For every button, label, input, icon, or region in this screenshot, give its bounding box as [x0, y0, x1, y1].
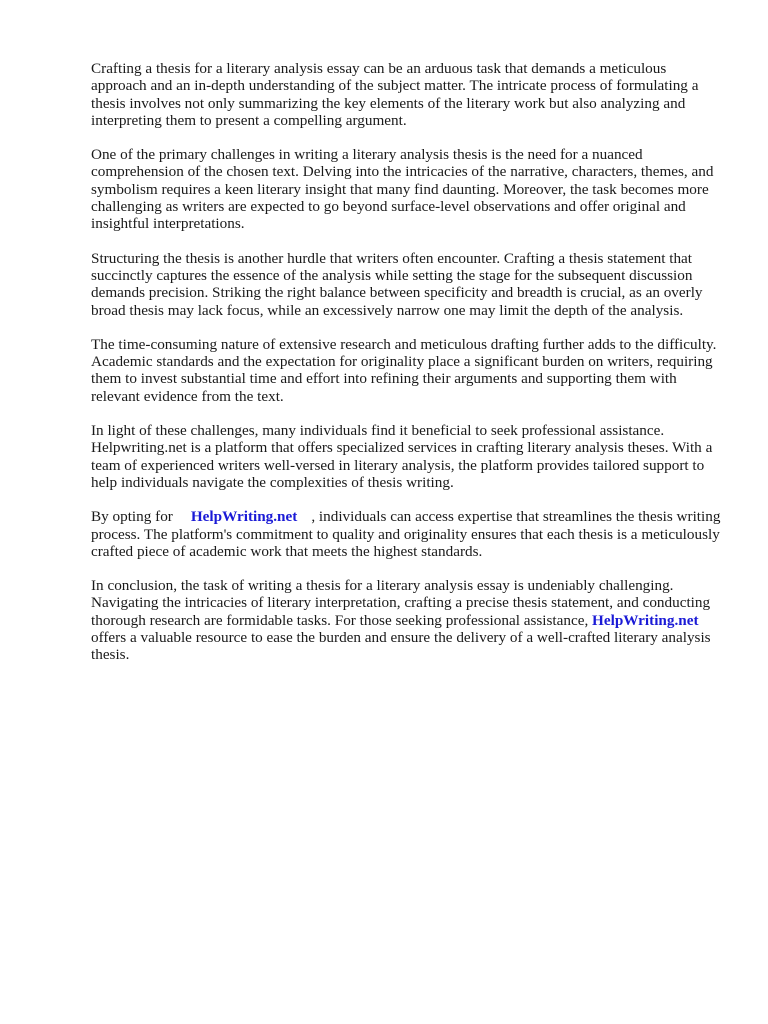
paragraph-opting-lead: By opting for — [91, 508, 173, 526]
paragraph-opting-tail: , individuals can access expertise that streamlines the thesis writing process. The platform's commitment to quality and originality ensures that each thesis is a meticulously crafted piece of academic work that meets the highest standards. — [91, 508, 721, 560]
paragraph-conclusion — [91, 577, 721, 663]
paragraph-opting — [91, 508, 721, 560]
helpwriting-link-conclusion[interactable]: HelpWriting.net — [592, 611, 699, 629]
document-body — [91, 60, 721, 681]
paragraph-structuring: Structuring the thesis is another hurdle that writers often encounter. Crafting a thesis statement that succinctly captures the essence of the analysis while setting the stage for the subsequent discussion demands precision. Striking the right balance between specificity and breadth is crucial, as an overly broad thesis may lack focus, while an excessively narrow one may limit the depth of the analysis. — [91, 249, 703, 319]
paragraph-challenges: One of the primary challenges in writing a literary analysis thesis is the need for a nuanced comprehension of the chosen text. Delving into the intricacies of the narrative, characters, themes, and symbolism requires a keen literary insight that many find daunting. Moreover, the task becomes more challenging as writers are expected to go beyond surface-level observations and offer original and insightful interpretations. — [91, 146, 714, 233]
paragraph-time: The time-consuming nature of extensive research and meticulous drafting further adds to the difficulty. Academic standards and the expectation for originality place a significant burden on writers, requiring them to invest substantial time and effort into refining their arguments and supporting them with relevant evidence from the text. — [91, 335, 717, 405]
paragraph-conclusion-tail: offers a valuable resource to ease the burden and ensure the delivery of a well-crafted literary analysis thesis. — [91, 629, 711, 664]
paragraph-intro: Crafting a thesis for a literary analysis essay can be an arduous task that demands a meticulous approach and an in-depth understanding of the subject matter. The intricate process of formulating a thesis involves not only summarizing the key elements of the literary work but also analyzing and interpreting them to present a compelling argument. — [91, 60, 699, 129]
paragraph-conclusion-lead: In conclusion, the task of writing a thesis for a literary analysis essay is undeniably challenging. Navigating the intricacies of literary interpretation, crafting a precise thesis statement, and conducting thorough research are formidable tasks. For those seeking professional assistance, — [91, 577, 711, 629]
helpwriting-link[interactable]: HelpWriting.net — [190, 508, 298, 526]
paragraph-assistance: In light of these challenges, many individuals find it beneficial to seek professional assistance. Helpwriting.net is a platform that offers specialized services in crafting literary analysis theses. With a team of experienced writers well-versed in literary analysis, the platform provides tailored support to help individuals navigate the complexities of thesis writing. — [91, 422, 713, 491]
